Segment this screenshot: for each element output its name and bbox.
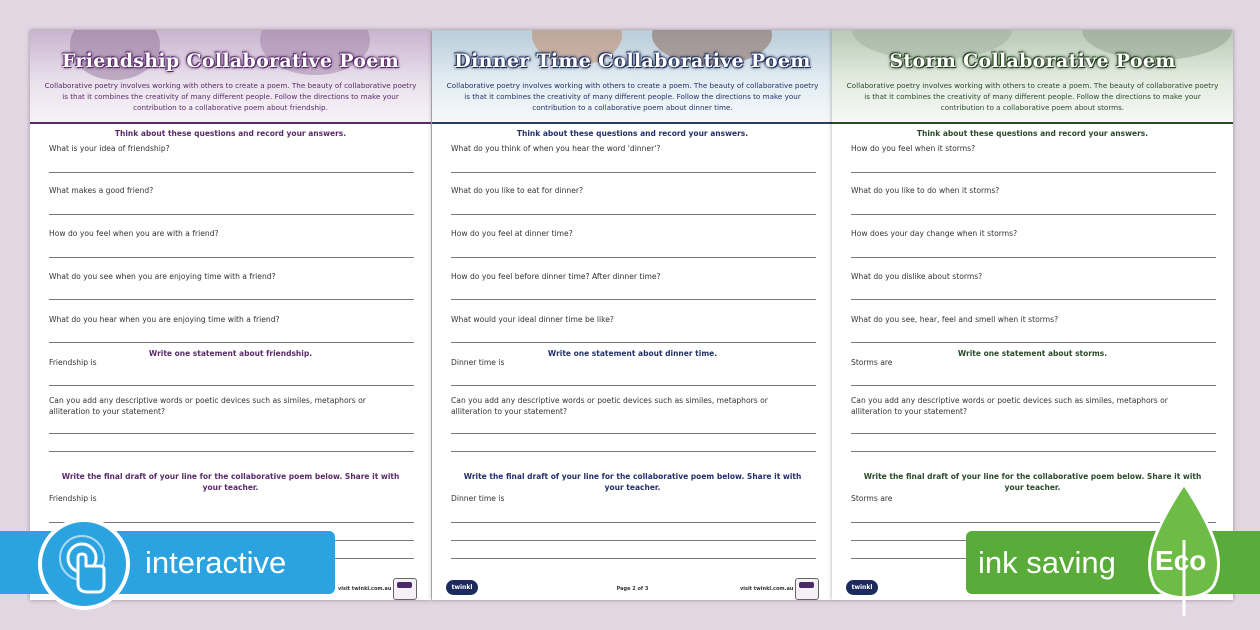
answer-line[interactable] [451, 172, 816, 173]
question: What do you like to eat for dinner? [451, 186, 584, 195]
answer-line[interactable] [451, 451, 816, 452]
answer-line[interactable] [451, 558, 816, 559]
section-heading: Write the final draft of your line for the collaborative poem below. Share it with your teacher. [61, 472, 400, 492]
question: How do you feel at dinner time? [451, 229, 573, 238]
answer-line[interactable] [851, 451, 1216, 452]
answer-line[interactable] [851, 385, 1216, 386]
question: Can you add any descriptive words or poetic devices such as similes, metaphors or alliteration to your statement? [49, 396, 366, 416]
intro-text: Collaborative poetry involves working with others to create a poem. The beauty of collaborative poetry is that it combines the creativity of many different people. Follow the directions to make your contribution to a collaborative poem about friendship. [44, 81, 417, 112]
answer-line[interactable] [851, 342, 1216, 343]
answer-line[interactable] [49, 214, 414, 215]
answer-line[interactable] [49, 451, 414, 452]
page-footer [432, 580, 833, 598]
answer-line[interactable] [451, 540, 816, 541]
final-starter: Dinner time is [451, 494, 505, 503]
curriculum-badge [795, 578, 819, 600]
final-starter: Friendship is [49, 494, 97, 503]
answer-line[interactable] [451, 342, 816, 343]
page-title: Storm Collaborative Poem [889, 50, 1176, 72]
question: What do you dislike about storms? [851, 272, 983, 281]
footer-url: visit twinkl.com.au [740, 586, 794, 592]
answer-line[interactable] [49, 299, 414, 300]
question: What is your idea of friendship? [49, 144, 170, 153]
answer-line[interactable] [49, 257, 414, 258]
question: What would your ideal dinner time be like? [451, 315, 614, 324]
worksheet-friendship [30, 30, 431, 600]
curriculum-badge [393, 578, 417, 600]
eco-badge: Eco [1155, 545, 1207, 576]
worksheet-dinner-time [432, 30, 833, 600]
question: Can you add any descriptive words or poetic devices such as similes, metaphors or alliteration to your statement? [451, 396, 768, 416]
interactive-label: interactive [145, 545, 287, 580]
answer-line[interactable] [451, 257, 816, 258]
answer-line[interactable] [451, 299, 816, 300]
question: What do you like to do when it storms? [851, 186, 1000, 195]
page-title: Friendship Collaborative Poem [61, 50, 400, 72]
tap-icon [38, 518, 130, 610]
twinkl-logo: twinkl [446, 580, 478, 595]
statement-starter: Friendship is [49, 358, 97, 367]
question: How does your day change when it storms? [851, 229, 1018, 238]
statement-starter: Dinner time is [451, 358, 505, 367]
twinkl-logo: twinkl [846, 580, 878, 595]
answer-line[interactable] [49, 342, 414, 343]
question: What do you think of when you hear the word 'dinner'? [451, 144, 661, 153]
answer-line[interactable] [451, 214, 816, 215]
answer-line[interactable] [451, 385, 816, 386]
intro-text: Collaborative poetry involves working with others to create a poem. The beauty of collaborative poetry is that it combines the creativity of many different people. Follow the directions to make your contribution to a collaborative poem about storms. [846, 81, 1219, 112]
pointing-hand-icon [42, 522, 126, 606]
question: How do you feel when you are with a friend? [49, 229, 219, 238]
answer-line[interactable] [49, 385, 414, 386]
final-starter: Storms are [851, 494, 893, 503]
answer-line[interactable] [851, 433, 1216, 434]
footer-url: visit twinkl.com.au [338, 586, 392, 592]
section-heading: Think about these questions and record your answers. [916, 129, 1149, 138]
answer-line[interactable] [451, 433, 816, 434]
answer-line[interactable] [451, 522, 816, 523]
question: What do you hear when you are enjoying time with a friend? [49, 315, 280, 324]
ink-saving-label: ink saving [978, 545, 1116, 580]
statement-starter: Storms are [851, 358, 893, 367]
answer-line[interactable] [851, 214, 1216, 215]
section-heading: Write the final draft of your line for the collaborative poem below. Share it with your teacher. [863, 472, 1202, 492]
worksheet-header [30, 30, 431, 124]
page-title: Dinner Time Collaborative Poem [454, 50, 811, 72]
section-heading: Write one statement about storms. [957, 349, 1108, 358]
worksheet-header [832, 30, 1233, 124]
section-heading: Write one statement about dinner time. [547, 349, 718, 358]
answer-line[interactable] [49, 172, 414, 173]
page-number: Page 2 of 3 [616, 586, 649, 592]
answer-line[interactable] [851, 299, 1216, 300]
worksheet-header [432, 30, 833, 124]
question: Can you add any descriptive words or poetic devices such as similes, metaphors or alliteration to your statement? [851, 396, 1168, 416]
answer-line[interactable] [49, 433, 414, 434]
section-heading: Write the final draft of your line for the collaborative poem below. Share it with your teacher. [463, 472, 802, 492]
question: What makes a good friend? [49, 186, 154, 195]
section-heading: Think about these questions and record your answers. [516, 129, 749, 138]
section-heading: Think about these questions and record your answers. [114, 129, 347, 138]
question: What do you see when you are enjoying time with a friend? [49, 272, 276, 281]
answer-line[interactable] [851, 257, 1216, 258]
section-heading: Write one statement about friendship. [148, 349, 313, 358]
answer-line[interactable] [851, 172, 1216, 173]
intro-text: Collaborative poetry involves working with others to create a poem. The beauty of collaborative poetry is that it combines the creativity of many different people. Follow the directions to make your contribution to a collaborative poem about dinner time. [446, 81, 819, 112]
question: How do you feel when it storms? [851, 144, 976, 153]
question: What do you see, hear, feel and smell when it storms? [851, 315, 1059, 324]
question: How do you feel before dinner time? After dinner time? [451, 272, 661, 281]
